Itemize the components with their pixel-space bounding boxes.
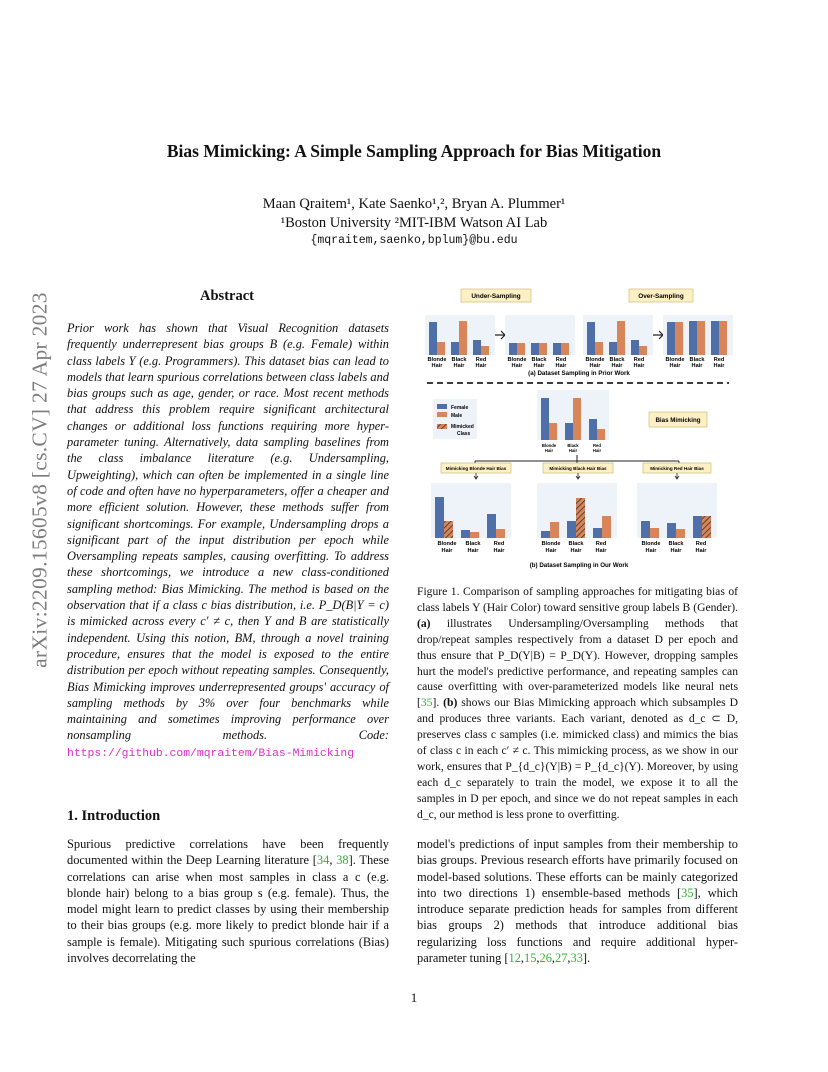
svg-text:Hair: Hair [589,363,601,369]
bar-female [553,343,561,355]
arrow-down-icon [675,473,679,479]
svg-text:Hair: Hair [670,548,682,554]
figure-1-caption: Figure 1. Comparison of sampling approaches for mitigating bias of class labels Y (Hair Color) toward sensitive group labels B (Gender). (a) illustrates Undersampling/Oversampling methods that drop/repeat samples respectively from a dataset D per epoch and thus ensure that P_D(Y|B) = P_D(Y). However, dropping samples hurt the model's predictive performance, and repeating samples can cause overfitting with over-parameterized models like neural nets [35]. (b) shows our Bias Mimicking approach which subsamples D and produces three variants. Each variant, denoted as d_c ⊂ D, preserves class c samples (i.e. mimicked class) and mimics the bias of class c in each c′ ≠ c. This mimicking process, as we show in our work, ensures that P_{d_c}(Y|B) = P_{d_c}(Y). Moreover, by using each d_c separately to train the model, we expose it to all the samples in D per epoch, and since we do not repeat samples in each d_c, our method is less prone to overfitting. [417,585,738,821]
svg-text:Blonde: Blonde [437,541,457,547]
svg-text:Blonde: Blonde [665,357,685,363]
svg-text:Hair: Hair [669,363,681,369]
subfigure-a-caption: (a) Dataset Sampling in Prior Work [528,370,630,377]
variant-chart-blonde [431,483,511,538]
citation-list[interactable]: 12,15,26,27,33 [508,951,583,966]
svg-text:Hair: Hair [570,548,582,554]
prior-work-chart-3 [583,315,653,355]
bar-female-mimicked [567,521,576,538]
bar-female [667,523,676,538]
svg-text:Blonde: Blonde [507,357,527,363]
bar-female [593,528,602,538]
svg-text:Hair: Hair [511,363,523,369]
bar-male [517,343,525,355]
svg-text:Hair: Hair [592,448,602,453]
svg-text:Male: Male [451,413,463,419]
svg-text:Female: Female [451,405,469,411]
variant-label-black: Mimicking Black Hair Bias [549,466,607,471]
author-affiliations: ¹Boston University ²MIT-IBM Watson AI Lab [280,215,548,231]
svg-text:Black: Black [465,541,481,547]
legend-swatch-male [437,412,447,417]
bar-male-mimicked [702,516,711,538]
bar-male [496,529,505,538]
svg-text:Red: Red [493,541,505,547]
bar-male [561,343,569,355]
svg-text:Hair: Hair [568,448,578,453]
bar-male [639,346,647,355]
svg-text:Black: Black [609,357,625,363]
variant-label-red: Mimicking Red Hair Bias [650,466,704,471]
abstract-text: Prior work has shown that Visual Recognition datasets frequently underrepresent bias groups B (e.g. Female) within class labels Y (e.g. Programmers). This dataset bias can lead to models that learn spurious correlations between class labels and bias groups such as age, gender, or race. Most recent methods that address this problem require significant architectural changes or additional loss functions requiring more hyper-parameter tuning. Alternatively, data sampling baselines from the class imbalance literature (e.g. Undersampling, Upweighting), which can often be implemented in a single line of code and often have no hyperparameters, offer a cheaper and more efficient solution. However, these methods suffer from significant shortcomings. For example, Undersampling drops a significant part of the input distribution per epoch while Oversampling repeats samples, causing overfitting. To address these shortcomings, we introduce a new class-conditioned sampling method: Bias Mimicking. The method is based on the observation that if a class c bias distribution, i.e. P_D(B|Y = c) is mimicked across every c′ ≠ c, then Y and B are statistically independent. Using this notion, BM, through a novel training procedure, ensures that the model is exposed to the entire distribution per epoch without repeating samples. Consequently, Bias Mimicking improves underrepresented groups' accuracy of sampling methods by 3% over four benchmarks while maintaining and sometimes improving performance over nonsampling methods. Code: [67,321,389,743]
svg-text:Blonde: Blonde [541,443,557,448]
legend-swatch-mimicked [437,424,447,429]
svg-text:Black: Black [451,357,467,363]
svg-text:Hair: Hair [713,363,725,369]
bar-male [549,423,557,440]
bar-female [689,321,697,355]
prior-work-axis-labels [428,357,726,369]
svg-text:Hair: Hair [431,363,443,369]
bar-female [589,419,597,440]
svg-text:Blonde: Blonde [585,357,605,363]
svg-text:Hair: Hair [533,363,545,369]
svg-text:Class: Class [457,431,471,437]
svg-text:Red: Red [595,541,607,547]
svg-text:Red: Red [633,357,645,363]
svg-text:Hair: Hair [544,448,554,453]
undersampling-label: Under-Sampling [471,293,521,300]
arxiv-identifier: arXiv:2209.15605v8 [cs.CV] 27 Apr 2023 [27,292,52,668]
code-link[interactable]: https://github.com/mqraitem/Bias-Mimicking [67,747,355,760]
abstract-body [67,320,389,762]
arrow-down-icon [474,473,478,479]
bar-female [531,343,539,355]
variant-chart-red [637,483,717,538]
arrow-icon [653,331,663,339]
svg-text:Hair: Hair [441,548,453,554]
citation-link[interactable]: 33 [570,951,583,966]
bar-male-mimicked [444,521,453,538]
svg-text:Hair: Hair [611,363,623,369]
svg-text:Red: Red [695,541,707,547]
bar-male [602,516,611,538]
svg-text:Red: Red [593,443,601,448]
svg-text:Red: Red [555,357,567,363]
figure-1-diagram [415,285,740,575]
svg-text:Red: Red [713,357,725,363]
citation-link[interactable]: 34 [316,853,330,868]
bar-female [711,321,719,355]
bar-male [597,429,605,440]
svg-text:Hair: Hair [595,548,607,554]
svg-text:Hair: Hair [467,548,479,554]
bar-female [509,343,517,355]
bar-male [595,342,603,355]
page-number: 1 [410,990,418,1005]
legend [433,399,477,439]
variant-label-blonde: Mimicking Blonde Hair Bias [445,466,507,471]
svg-text:Hair: Hair [691,363,703,369]
prior-work-chart-1 [425,315,495,355]
variant-axis-labels [438,541,708,554]
bar-female [435,497,444,538]
original-dataset-chart [537,390,609,440]
svg-text:Hair: Hair [695,548,707,554]
bar-male [481,346,489,355]
legend-swatch-female [437,404,447,409]
author-names: Maan Qraitem¹, Kate Saenko¹,², Bryan A. Plummer¹ [262,196,566,212]
bar-female [631,340,639,355]
bar-male [470,532,479,538]
bias-mimicking-label: Bias Mimicking [655,417,701,424]
svg-text:Black: Black [668,541,684,547]
arrow-icon [495,331,505,339]
bar-female [609,342,617,355]
original-chart-axis-labels [542,443,602,453]
bar-male [539,343,547,355]
author-block [0,195,828,233]
svg-text:Black: Black [568,541,584,547]
bar-female-mimicked [693,516,702,538]
svg-text:Blonde: Blonde [541,541,561,547]
bar-female [667,322,675,355]
svg-text:Red: Red [475,357,487,363]
svg-text:Blonde: Blonde [641,541,661,547]
bar-female [541,398,549,440]
svg-text:Hair: Hair [493,548,505,554]
bar-male-mimicked [576,498,585,538]
bar-male [459,321,467,355]
bar-female [541,531,550,538]
prior-work-chart-2 [505,315,575,355]
svg-text:Hair: Hair [475,363,487,369]
introduction-paragraph-2: model's predictions of input samples from their membership to bias groups. Previous research efforts have primarily focused on model-based solutions. These efforts can be mainly categorized into two directions 1) ensemble-based methods [35], which introduce separate prediction heads for samples from different bias groups 2) methods that introduce additional bias regularizing loss functions and require additional hyper-parameter tuning [12,15,26,27,33]. [417,837,738,966]
svg-text:Black: Black [531,357,547,363]
paper-title: Bias Mimicking: A Simple Sampling Approach for Bias Mitigation [166,141,662,161]
prior-work-chart-4 [663,315,733,355]
bar-male [675,322,683,355]
svg-text:Black: Black [689,357,705,363]
bar-female [487,514,496,538]
citation-link[interactable]: 15 [524,951,537,966]
bar-female [461,530,470,538]
arrow-down-icon [576,473,580,479]
citation-link[interactable]: 35 [681,885,694,900]
bar-male [650,528,659,538]
bar-female [565,423,573,440]
svg-text:Blonde: Blonde [427,357,447,363]
citation-link[interactable]: 26 [539,951,552,966]
bar-female [451,342,459,355]
svg-text:Hair: Hair [555,363,567,369]
variant-chart-black [537,483,617,538]
bar-male [719,321,727,355]
svg-text:Hair: Hair [633,363,645,369]
author-email[interactable]: {mqraitem,saenko,bplum}@bu.edu [310,234,518,247]
bar-female [473,340,481,355]
svg-text:Hair: Hair [645,548,657,554]
bar-male [697,321,705,355]
bar-male [617,321,625,355]
citation-link[interactable]: 27 [555,951,568,966]
bar-male [550,522,559,538]
bar-female [429,322,437,355]
svg-text:Mimicked: Mimicked [451,424,474,430]
svg-text:Hair: Hair [545,548,557,554]
bar-male [437,342,445,355]
svg-text:Hair: Hair [453,363,465,369]
subfigure-b-caption: (b) Dataset Sampling in Our Work [529,562,629,569]
bar-male [573,398,581,440]
citation-link[interactable]: 12 [508,951,521,966]
bar-female [641,521,650,538]
introduction-heading: 1. Introduction [67,808,161,824]
bar-male [676,529,685,538]
bar-female [587,322,595,355]
oversampling-label: Over-Sampling [638,293,684,300]
citation-link[interactable]: 38 [336,853,349,868]
introduction-paragraph-1: Spurious predictive correlations have been frequently documented within the Deep Learning literature [34, 38]. These correlations can arise when most samples in class a c (e.g. blonde hair) belong to a bias group s (e.g. female). Thus, the model might learn to predict classes by using their membership to their bias groups (e.g. more likely to predict blonde hair if a sample is female). Mitigating such spurious correlations (Bias) involves decorrelating the [67,837,390,966]
svg-text:Black: Black [567,443,579,448]
citation-link[interactable]: 35 [420,696,433,710]
abstract-heading: Abstract [200,288,254,304]
